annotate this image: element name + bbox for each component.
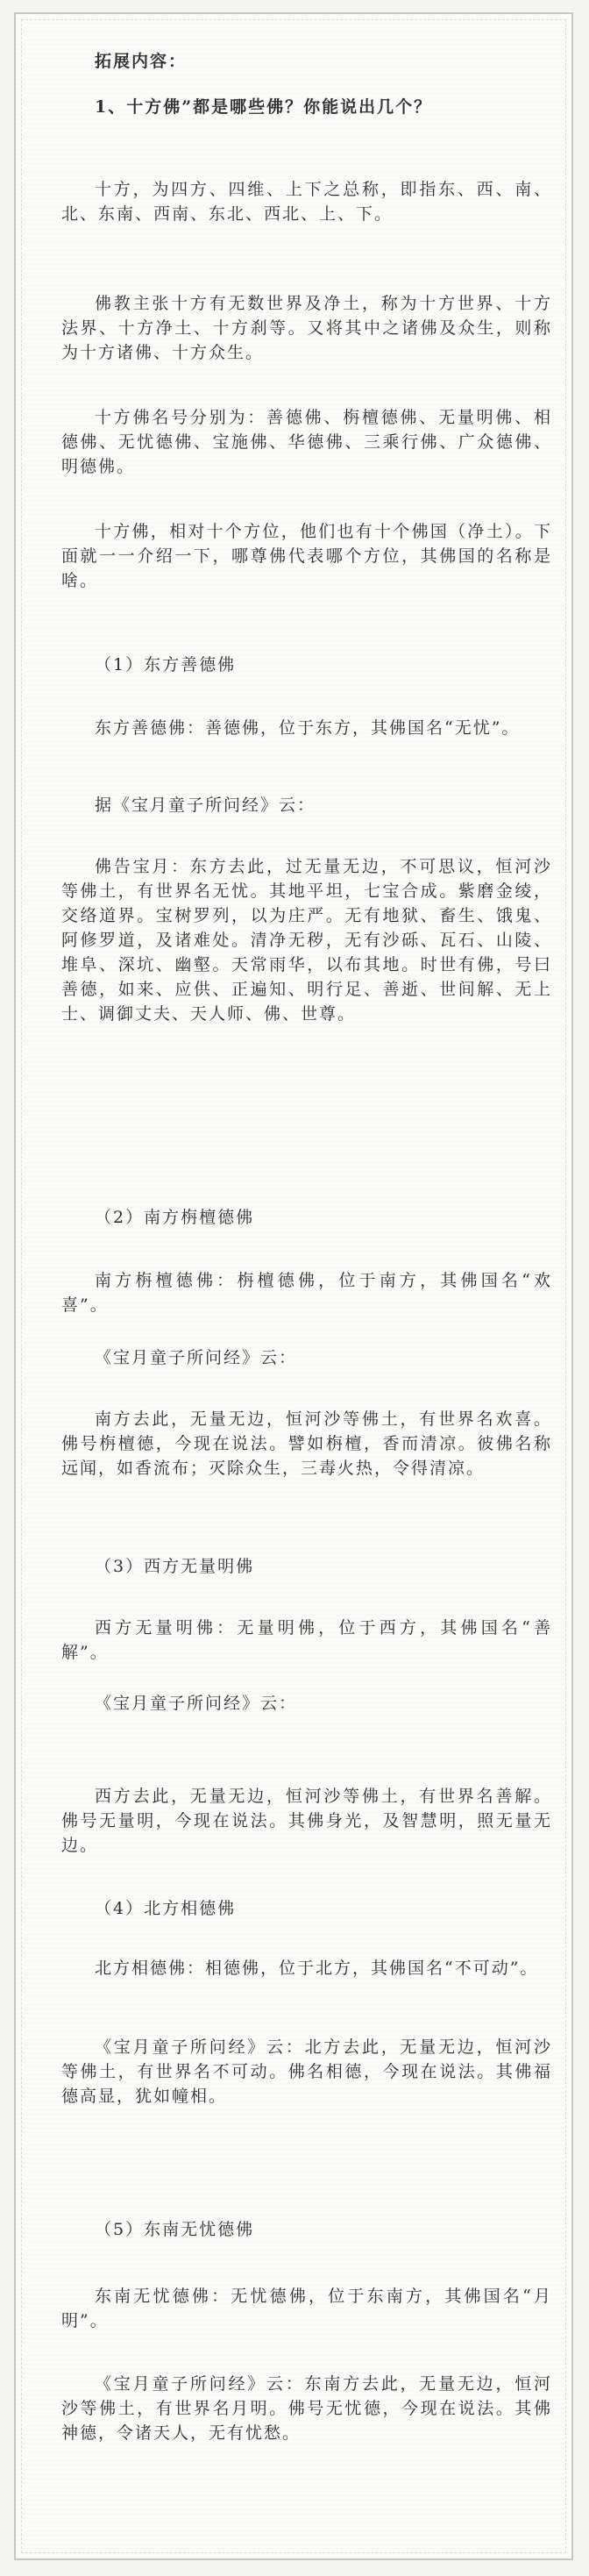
section-title-south: （2）南方栴檀德佛 xyxy=(95,1208,255,1227)
section-title-east: （1）东方善德佛 xyxy=(95,655,237,674)
section-source-south: 《宝月童子所问经》云： xyxy=(95,1348,298,1367)
section-summary-south: 南方栴檀德佛：栴檀德佛，位于南方，其佛国名“欢喜”。 xyxy=(61,1271,552,1315)
intro-heading: 拓展内容： xyxy=(95,52,188,71)
section-source-west: 《宝月童子所问经》云： xyxy=(95,1694,298,1713)
section-summary-north: 北方相德佛：相德佛，位于北方，其佛国名“不可动”。 xyxy=(95,1959,539,1978)
paragraph-buddha-lands: 十方佛，相对十个方位，他们也有十个佛国（净土）。下面就一一介绍一下，哪尊佛代表哪个方位，其佛国的名称是啥。 xyxy=(61,522,552,590)
section-quote-north: 《宝月童子所问经》云：北方去此，无量无边，恒河沙等佛土，有世界名不可动。佛名相德，今现在说法。其佛福德高显，犹如幢相。 xyxy=(61,2037,552,2106)
section-summary-east: 东方善德佛：善德佛，位于东方，其佛国名“无忧”。 xyxy=(95,718,521,738)
question-heading: 1、十方佛”都是哪些佛？你能说出几个？ xyxy=(95,97,433,117)
section-quote-south: 南方去此，无量无边，恒河沙等佛土，有世界名欢喜。佛号栴檀德，今现在说法。譬如栴檀，香而清凉。彼佛名称远闻，如香流布；灭除众生，三毒火热，令得清凉。 xyxy=(61,1409,552,1478)
section-summary-southeast: 东南无忧德佛：无忧德佛，位于东南方，其佛国名“月明”。 xyxy=(61,2287,552,2330)
paragraph-ten-worlds: 佛教主张十方有无数世界及净土，称为十方世界、十方法界、十方净土、十方刹等。又将其中之诸佛及众生，则称为十方诸佛、十方众生。 xyxy=(61,294,552,362)
section-summary-west: 西方无量明佛：无量明佛，位于西方，其佛国名“善解”。 xyxy=(61,1618,552,1662)
section-source-east: 据《宝月童子所问经》云： xyxy=(95,796,316,815)
section-quote-west: 西方去此，无量无边，恒河沙等佛土，有世界名善解。佛号无量明，今现在说法。其佛身光，及智慧明，照无量无边。 xyxy=(61,1787,552,1855)
article-frame xyxy=(14,12,573,2560)
section-quote-east: 佛告宝月：东方去此，过无量无边，不可思议，恒河沙等佛土，有世界名无忧。其地平坦，七宝合成。紫磨金绫，交络道界。宝树罗列，以为庄严。无有地狱、畜生、饿鬼、阿修罗道，及诸难处。清净无秽，无有沙砾、瓦石、山陵、堆阜、深坑、幽壑。天常雨华，以布其地。时世有佛，号曰善德，如来、应供、正遍知、明行足、善逝、世间解、无上士、调御丈夫、天人师、佛、世尊。 xyxy=(61,857,552,1024)
section-title-north: （4）北方相德佛 xyxy=(95,1899,237,1918)
section-title-southeast: （5）东南无忧德佛 xyxy=(95,2220,255,2239)
paragraph-buddha-names: 十方佛名号分别为：善德佛、栴檀德佛、无量明佛、相德佛、无忧德佛、宝施佛、华德佛、三乘行佛、广众德佛、明德佛。 xyxy=(61,408,552,476)
section-quote-southeast: 《宝月童子所问经》云：东南方去此，无量无边，恒河沙等佛土，有世界名月明。佛号无忧德，今现在说法。其佛神德，令诸天人，无有忧愁。 xyxy=(61,2374,552,2443)
section-title-west: （3）西方无量明佛 xyxy=(95,1557,255,1576)
paragraph-ten-directions: 十方，为四方、四维、上下之总称，即指东、西、南、北、东南、西南、东北、西北、上、下。 xyxy=(61,180,552,224)
